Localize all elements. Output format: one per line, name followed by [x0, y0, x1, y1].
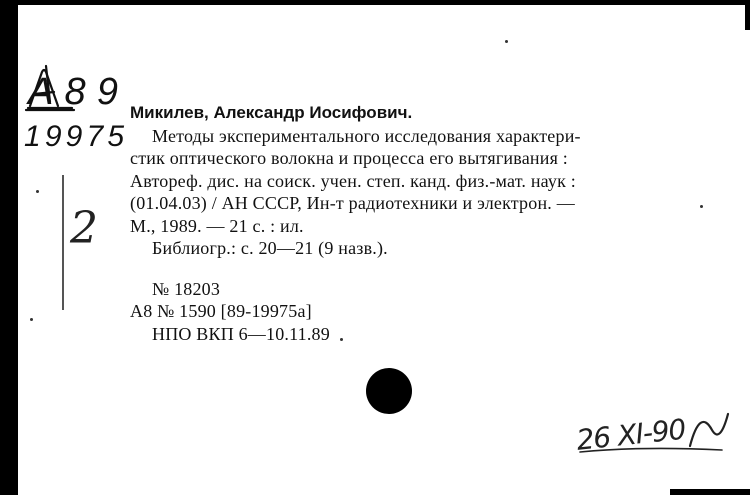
scan-border-top [0, 0, 750, 5]
bibliography-note: Библиогр.: с. 20—21 (9 назв.). [152, 238, 388, 258]
title-line-3: Автореф. дис. на соиск. учен. степ. канд. физ.-мат. наук : [130, 170, 576, 191]
spacer [130, 260, 720, 278]
record-number: № 18203 [152, 278, 221, 299]
speck [36, 190, 39, 193]
shelfmark-top: A89 [28, 71, 118, 113]
speck [30, 318, 33, 321]
catalog-number: А8 № 1590 [89-19975а] [130, 301, 312, 321]
title-line-4: (01.04.03) / АН СССР, Ин-т радиотехники и электрон. — [130, 193, 575, 213]
bibliographic-entry [130, 102, 720, 345]
scan-border-bottom [670, 489, 750, 495]
punch-hole [366, 368, 412, 414]
speck [340, 338, 343, 341]
scan-border-left [0, 0, 18, 495]
shelfmark [24, 58, 134, 178]
author-name: Микилев, Александр Иосифович. [130, 103, 413, 122]
margin-note-text: 2 [70, 203, 98, 254]
title-line-5: М., 1989. — 21 с. : ил. [130, 215, 304, 236]
title-line-1: Методы экспериментального исследования характери- [152, 125, 581, 146]
margin-note [66, 195, 106, 255]
shelfmark-bottom: 19975 [24, 120, 124, 153]
publisher-line: НПО ВКП 6—10.11.89 [152, 323, 330, 344]
speck [505, 40, 508, 43]
handwritten-date [572, 400, 732, 460]
margin-rule [62, 175, 64, 310]
handwritten-date-text: 26 XI-90 [574, 412, 688, 457]
title-line-2: стик оптического волокна и процесса его вытягивания : [130, 148, 568, 168]
speck [700, 205, 703, 208]
scan-border-right [745, 0, 750, 30]
